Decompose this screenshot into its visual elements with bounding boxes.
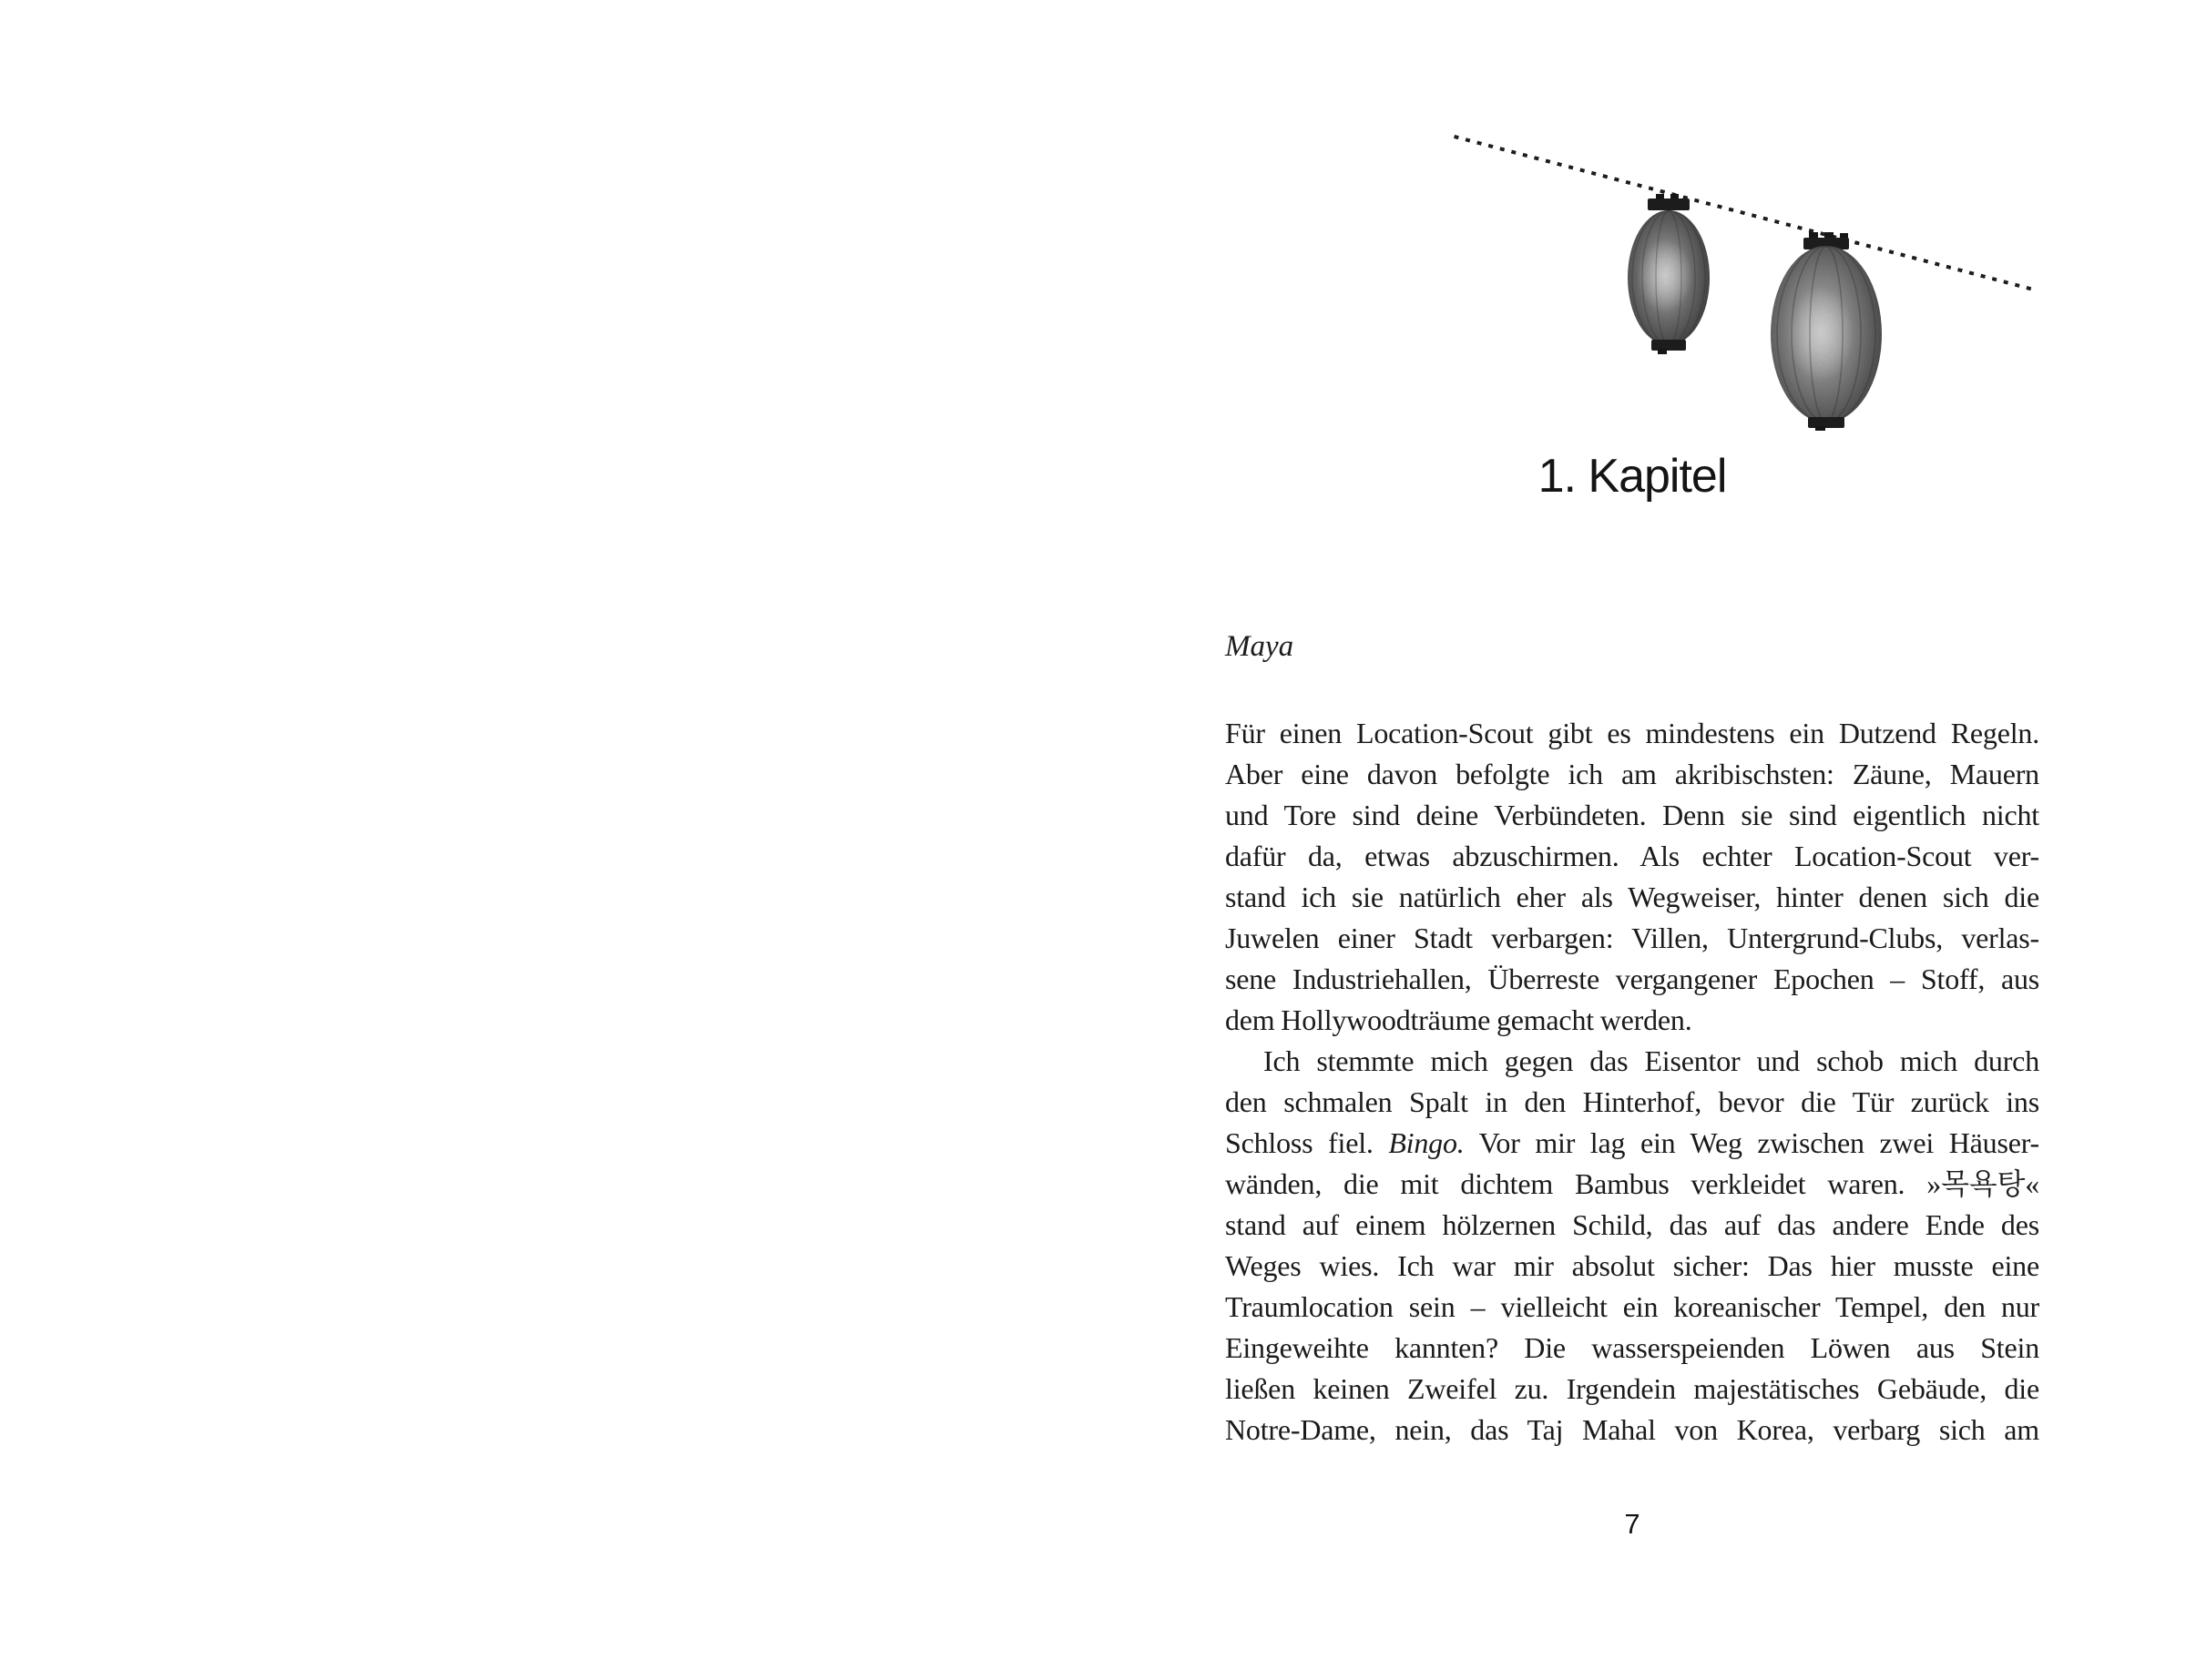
lantern-paper-texture bbox=[1628, 210, 1710, 345]
body-text-line bbox=[1225, 1246, 2039, 1287]
text-run: und Tore sind deine Verbündeten. Denn sie sind eigentlich nicht bbox=[1225, 799, 2039, 831]
body-text-line bbox=[1225, 1287, 2039, 1328]
body-text-block bbox=[1225, 713, 2039, 1451]
text-run: den schmalen Spalt in den Hinterhof, bevor die Tür zurück ins bbox=[1225, 1085, 2039, 1118]
body-text-line bbox=[1225, 1000, 2039, 1041]
small-paper-lantern-illustration bbox=[1625, 193, 1712, 359]
body-text-line bbox=[1225, 918, 2039, 959]
text-run: Weges wies. Ich war mir absolut sicher: Das hier musste eine bbox=[1225, 1249, 2039, 1282]
body-text-line bbox=[1225, 1082, 2039, 1123]
text-run: Eingeweihte kannten? Die wasserspeienden Löwen aus Stein bbox=[1225, 1331, 2039, 1364]
body-text-line bbox=[1225, 1123, 2039, 1164]
body-text-line bbox=[1225, 836, 2039, 877]
text-run: Traumlocation sein – vielleicht ein koreanischer Tempel, den nur bbox=[1225, 1290, 2039, 1323]
body-text-line bbox=[1225, 1369, 2039, 1410]
text-run: Juwelen einer Stadt verbargen: Villen, Untergrund-Clubs, verlas- bbox=[1225, 921, 2039, 954]
body-text-line bbox=[1225, 1164, 2039, 1205]
body-text-line bbox=[1225, 877, 2039, 918]
lantern-paper-texture bbox=[1771, 246, 1882, 423]
narrator-label: Maya bbox=[1225, 630, 1294, 663]
text-run: Für einen Location-Scout gibt es mindestens ein Dutzend Regeln. bbox=[1225, 717, 2039, 749]
body-text-line bbox=[1225, 1328, 2039, 1369]
lantern-string-dotted-line bbox=[1454, 135, 2038, 292]
text-run: stand auf einem hölzernen Schild, das auf das andere Ende des bbox=[1225, 1208, 2039, 1241]
text-run: ließen keinen Zweifel zu. Irgendein majestätisches Gebäude, die bbox=[1225, 1372, 2039, 1405]
large-paper-lantern-illustration bbox=[1768, 231, 1885, 432]
body-text-line bbox=[1225, 754, 2039, 795]
text-run: dem Hollywoodträume gemacht werden. bbox=[1225, 1003, 1692, 1036]
text-run: wänden, die mit dichtem Bambus verkleidet waren. »목욕탕« bbox=[1225, 1167, 2039, 1200]
body-text-line bbox=[1225, 1041, 2039, 1082]
text-run: Aber eine davon befolgte ich am akribischsten: Zäune, Mauern bbox=[1225, 758, 2039, 790]
body-text-line bbox=[1225, 713, 2039, 754]
lantern-bottom-cap bbox=[1808, 417, 1844, 431]
page-number: 7 bbox=[1624, 1508, 1640, 1540]
text-run: Notre-Dame, nein, das Taj Mahal von Korea, verbarg sich am bbox=[1225, 1413, 2039, 1446]
body-text-line bbox=[1225, 795, 2039, 836]
text-run: stand ich sie natürlich eher als Wegweiser, hinter denen sich die bbox=[1225, 881, 2039, 913]
body-text-line bbox=[1225, 1410, 2039, 1451]
text-run: Schloss fiel. bbox=[1225, 1126, 1389, 1159]
body-text-line bbox=[1225, 1205, 2039, 1246]
lantern-top-cap bbox=[1648, 194, 1690, 210]
text-run: Vor mir lag ein Weg zwischen zwei Häuser- bbox=[1464, 1126, 2039, 1159]
chapter-title: 1. Kapitel bbox=[1537, 450, 1727, 503]
text-run: sene Industriehallen, Überreste vergangener Epochen – Stoff, aus bbox=[1225, 962, 2039, 995]
text-run: Ich stemmte mich gegen das Eisentor und schob mich durch bbox=[1263, 1044, 2039, 1077]
lantern-bottom-cap bbox=[1651, 340, 1686, 354]
text-run: dafür da, etwas abzuschirmen. Als echter Location-Scout ver- bbox=[1225, 840, 2039, 872]
body-text-line bbox=[1225, 959, 2039, 1000]
italic-text-run: Bingo. bbox=[1388, 1126, 1465, 1159]
